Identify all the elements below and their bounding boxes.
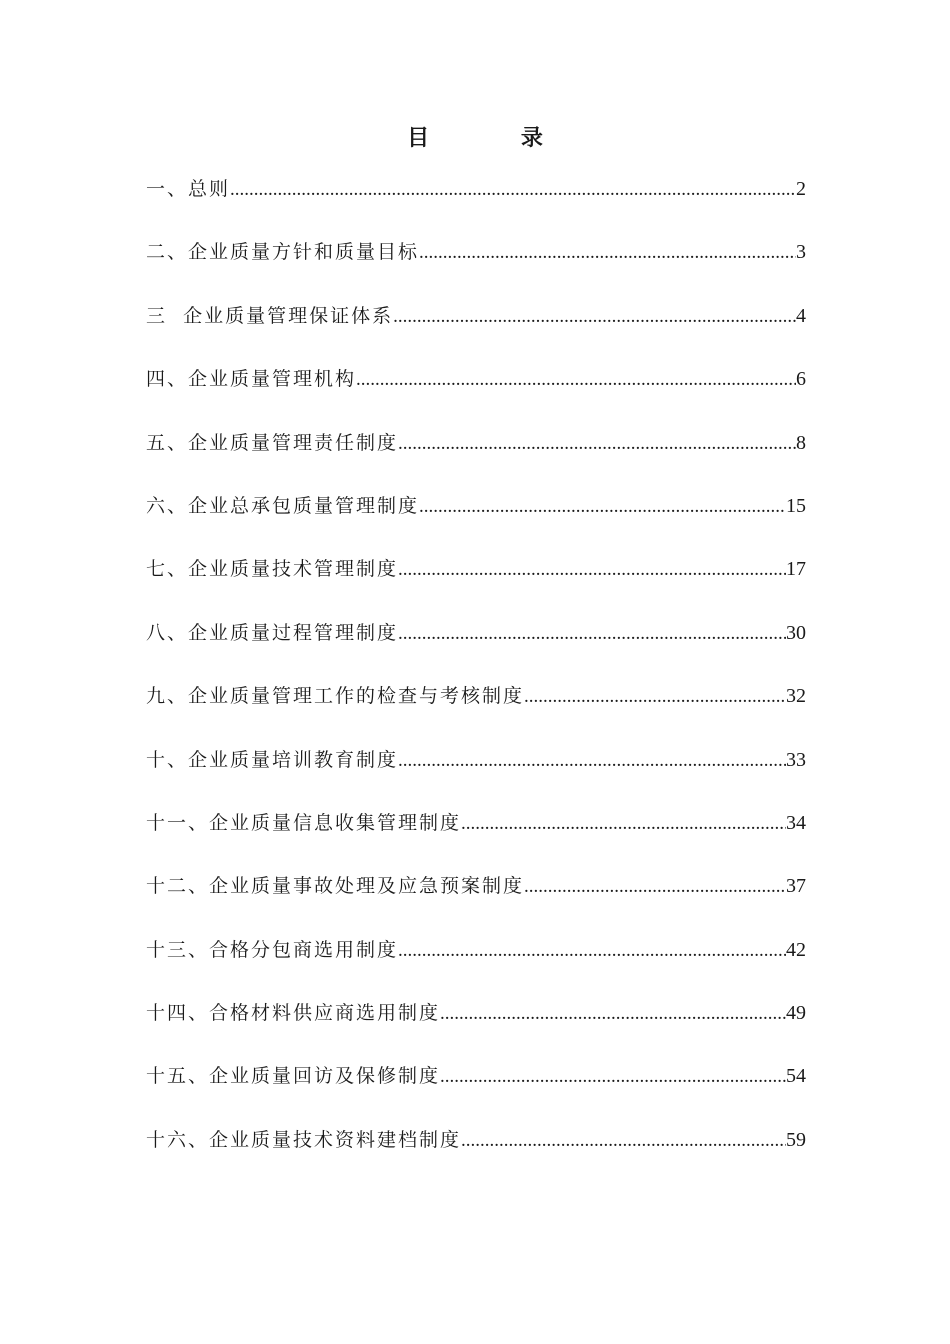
toc-entry-label: 六、企业总承包质量管理制度 [146, 494, 420, 517]
toc-entry-page: 49 [786, 1002, 806, 1025]
toc-entry-label: 十六、企业质量技术资料建档制度 [146, 1128, 462, 1151]
dot-leader [398, 934, 786, 968]
dot-leader [461, 807, 786, 841]
toc-entry[interactable] [146, 933, 806, 996]
toc-entry-label: 三 企业质量管理保证体系 [146, 304, 394, 327]
dot-leader [230, 173, 796, 207]
toc-entry[interactable] [146, 869, 806, 932]
dot-leader [440, 997, 786, 1031]
toc-entry[interactable] [146, 679, 806, 742]
toc-entry-page: 4 [796, 304, 806, 327]
toc-entry-page: 54 [786, 1065, 806, 1088]
toc-entry-page: 3 [796, 241, 806, 264]
toc-entry[interactable] [146, 1123, 806, 1186]
toc-list [146, 172, 806, 1186]
toc-entry-page: 34 [786, 811, 806, 834]
toc-entry-page: 30 [786, 621, 806, 644]
toc-title: 目 录 [407, 125, 585, 151]
toc-entry-label: 十四、合格材料供应商选用制度 [146, 1002, 441, 1025]
toc-entry[interactable] [146, 172, 806, 235]
dot-leader [398, 744, 786, 778]
toc-entry[interactable] [146, 362, 806, 425]
toc-entry-page: 37 [786, 875, 806, 898]
toc-entry-label: 九、企业质量管理工作的检查与考核制度 [146, 685, 525, 708]
toc-entry-label: 八、企业质量过程管理制度 [146, 621, 399, 644]
toc-entry[interactable] [146, 426, 806, 489]
toc-entry[interactable] [146, 235, 806, 298]
toc-entry[interactable] [146, 996, 806, 1059]
toc-entry-label: 十五、企业质量回访及保修制度 [146, 1065, 441, 1088]
dot-leader [440, 1060, 786, 1094]
toc-entry[interactable] [146, 552, 806, 615]
toc-entry[interactable] [146, 1059, 806, 1122]
dot-leader [461, 1124, 786, 1158]
dot-leader [398, 427, 796, 461]
toc-entry-label: 二、企业质量方针和质量目标 [146, 241, 420, 264]
toc-entry[interactable] [146, 616, 806, 679]
toc-entry[interactable] [146, 806, 806, 869]
toc-entry-page: 33 [786, 748, 806, 771]
toc-entry-page: 2 [796, 178, 806, 200]
toc-entry-page: 42 [786, 938, 806, 961]
toc-entry-label: 十三、合格分包商选用制度 [146, 938, 399, 961]
toc-entry-page: 17 [786, 558, 806, 581]
toc-entry-page: 32 [786, 685, 806, 708]
toc-entry-label: 四、企业质量管理机构 [146, 368, 357, 391]
toc-entry-page: 59 [786, 1128, 806, 1151]
dot-leader [419, 236, 796, 270]
dot-leader [398, 617, 786, 651]
dot-leader [356, 363, 796, 397]
dot-leader [419, 490, 786, 524]
toc-entry[interactable] [146, 743, 806, 806]
toc-entry-page: 8 [796, 431, 806, 454]
toc-entry-label: 十一、企业质量信息收集管理制度 [146, 811, 462, 834]
toc-entry-page: 15 [786, 494, 806, 517]
dot-leader [398, 553, 786, 587]
toc-entry-page: 6 [796, 368, 806, 391]
toc-entry-label: 一、总则 [146, 178, 231, 200]
toc-entry[interactable] [146, 489, 806, 552]
dot-leader [524, 870, 786, 904]
dot-leader [524, 680, 786, 714]
toc-entry-label: 十二、企业质量事故处理及应急预案制度 [146, 875, 525, 898]
toc-entry[interactable] [146, 299, 806, 362]
toc-entry-label: 五、企业质量管理责任制度 [146, 431, 399, 454]
toc-entry-label: 七、企业质量技术管理制度 [146, 558, 399, 581]
toc-entry-label: 十、企业质量培训教育制度 [146, 748, 399, 771]
dot-leader [393, 300, 796, 334]
